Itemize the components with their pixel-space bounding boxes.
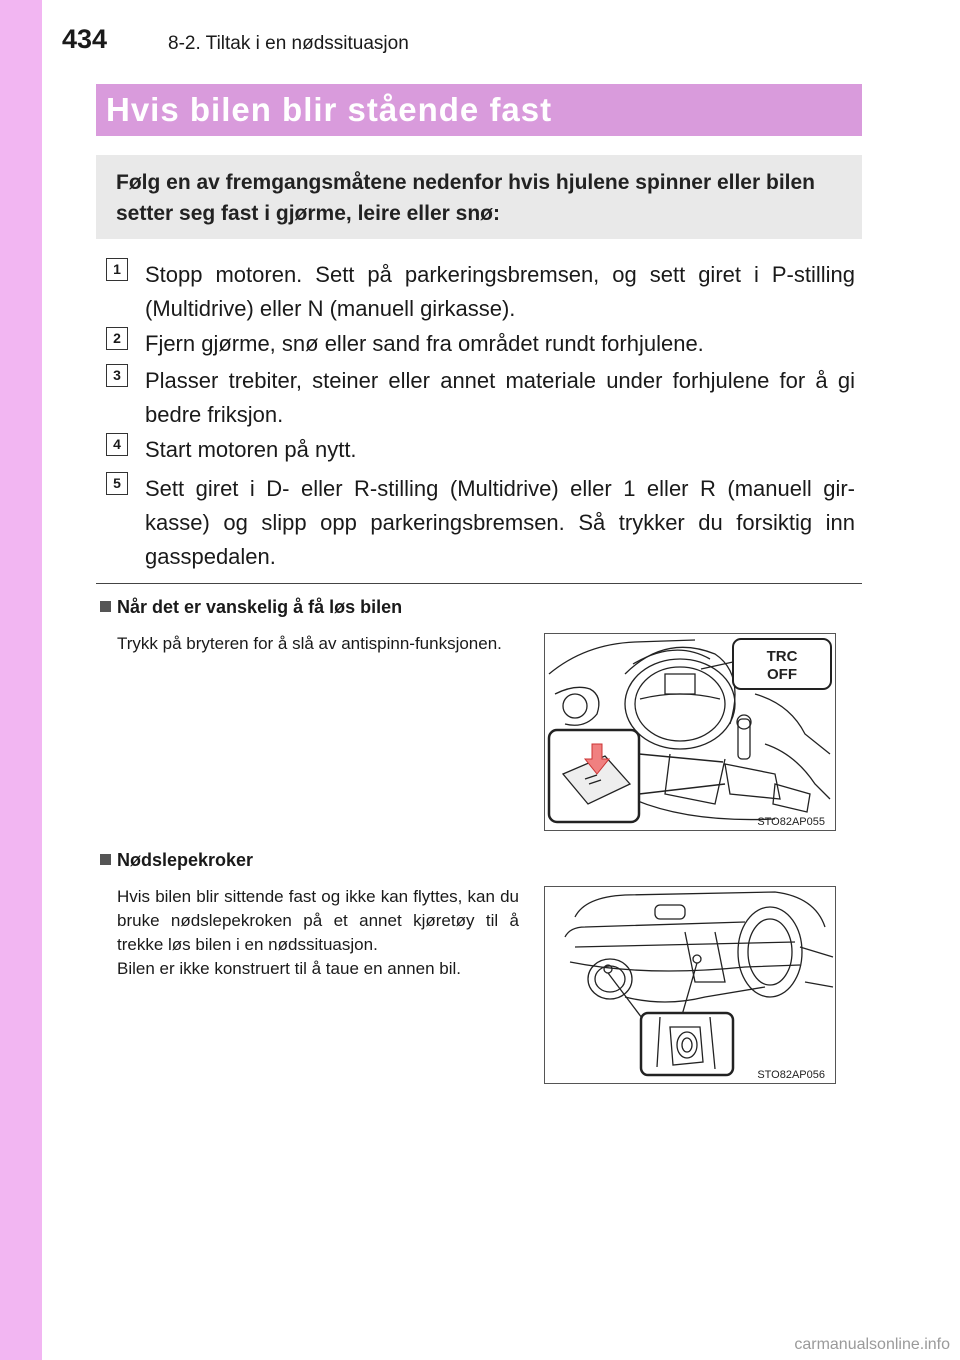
intro-text: Følg en av fremgangsmåtene nedenfor hvis hjulene spinner eller bilen setter seg fast i gjørme, leire eller snø: [116,171,815,225]
step-text-1: Stopp motoren. Sett på parkeringsbremsen, og sett giret i P-stilling (Multidrive) eller N (manuell girkasse). [145,262,855,321]
step-number-4: 4 [106,433,128,456]
step-number-5: 5 [106,472,128,495]
subsection-heading-text: Når det er vanskelig å få løs bilen [117,597,403,617]
figure-code-056: STO82AP056 [757,1069,825,1081]
traction-instruction: Trykk på bryteren for å slå av antispinn-funksjonen. [117,634,502,653]
watermark: carmanualsonline.info [794,1336,950,1353]
section-divider [96,583,862,584]
side-tab [0,0,42,1360]
step-text-2: Fjern gjørme, snø eller sand fra området rundt forhjulene. [145,331,704,356]
dashboard-drawing [545,634,835,830]
page-title: Hvis bilen blir stående fast [106,91,553,128]
trc-off-illustration [544,633,836,831]
step-text-4: Start motoren på nytt. [145,437,357,462]
trc-label-line2: OFF [767,666,797,683]
tow-hook-drawing [545,887,835,1083]
section-header: 8-2. Tiltak i en nødssituasjon [168,33,409,54]
step-number-2: 2 [106,327,128,350]
subsection-heading-text: Nødslepekroker [117,850,254,870]
tow-hook-warning: Bilen er ikke konstruert til å taue en annen bil. [117,959,461,978]
square-bullet-icon [100,854,111,865]
trc-label-line1: TRC [766,648,798,665]
subsection-heading-tow-hooks [100,850,253,871]
step-number-1: 1 [106,258,128,281]
step-text-3: Plasser trebiter, steiner eller annet materiale under forhjulene for å gi bedre friksjon. [145,368,855,427]
step-number-3: 3 [106,364,128,387]
title-bar [96,84,862,136]
step-text-5: Sett giret i D- eller R-stilling (Multidrive) eller 1 eller R (manuell gir-kasse) og slipp opp parkeringsbremsen. Så trykker du forsiktig inn gasspedalen. [145,476,855,569]
intro-box [96,155,862,239]
page-number: 434 [62,24,108,54]
tow-hook-illustration [544,886,836,1084]
square-bullet-icon [100,601,111,612]
subsection-heading-traction [100,597,402,618]
tow-hook-text: Hvis bilen blir sittende fast og ikke kan flyttes, kan du bruke nødslepekroken på et annet kjøretøy til å trekke løs bilen i en nødssituasjon. [117,887,519,954]
tow-hook-instruction [117,885,519,981]
figure-code-055: STO82AP055 [757,816,825,828]
